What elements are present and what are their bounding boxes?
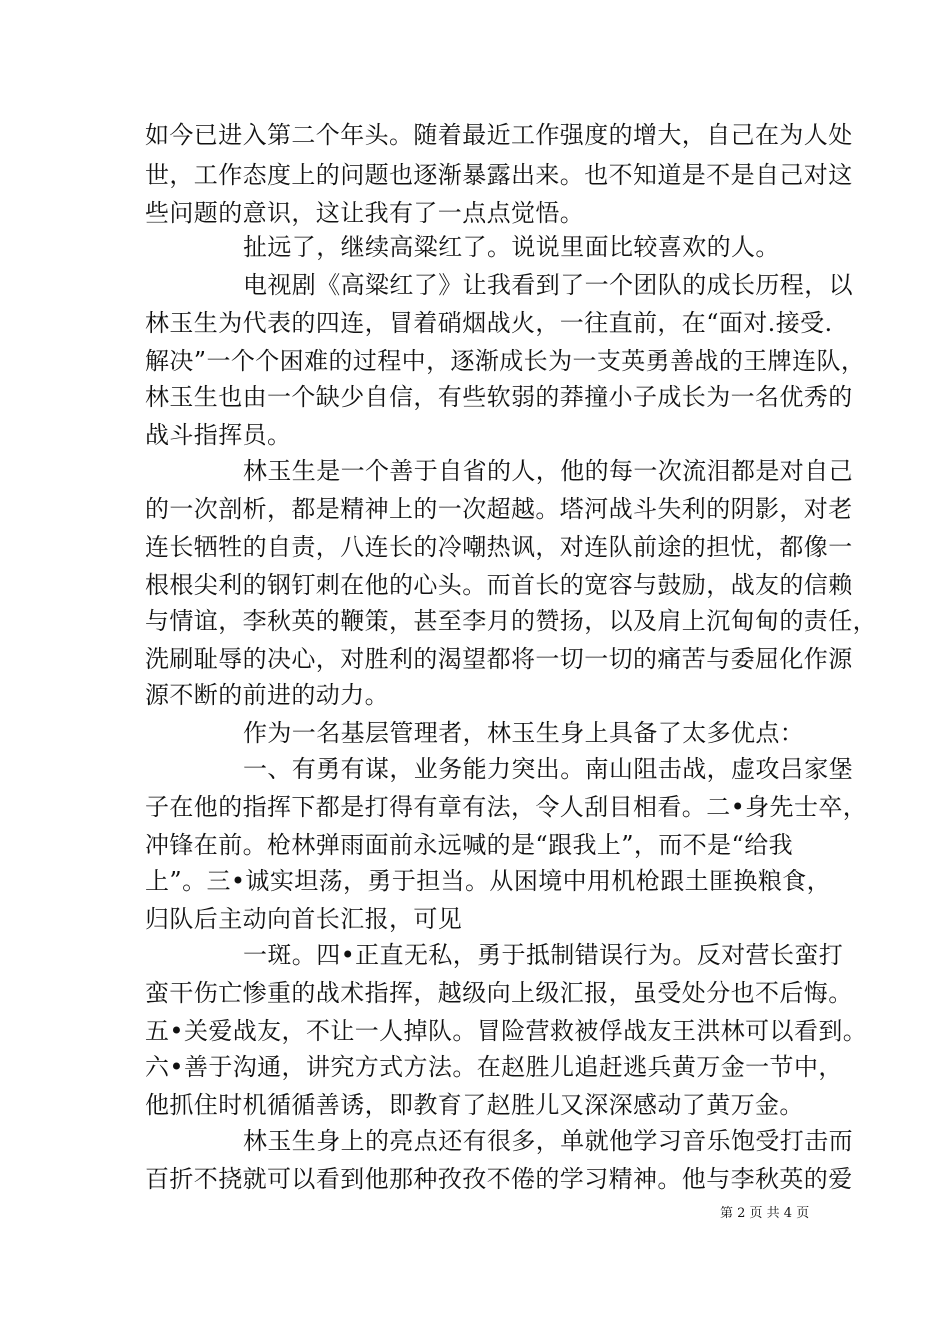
text-line: 林玉生身上的亮点还有很多，单就他学习音乐饱受打击而 — [243, 1127, 853, 1155]
text-line: 百折不挠就可以看到他那种孜孜不倦的学习精神。他与李秋英的爱 — [145, 1165, 853, 1193]
text-line: 世，工作态度上的问题也逐渐暴露出来。也不知道是不是自己对这 — [145, 161, 853, 189]
text-line: 林玉生也由一个缺少自信，有些软弱的莽撞小子成长为一名优秀的 — [145, 383, 853, 411]
text-line: 子在他的指挥下都是打得有章有法，令人刮目相看。二•身先士卒， — [145, 793, 868, 821]
text-line: 根根尖利的钢钉刺在他的心头。而首长的宽容与鼓励，战友的信赖 — [145, 571, 853, 599]
text-line: 一、有勇有谋，业务能力突出。南山阻击战，虚攻吕家堡 — [243, 755, 853, 783]
text-line: 冲锋在前。枪林弹雨面前永远喊的是“跟我上”，而不是“给我 — [145, 831, 794, 859]
text-line: 的一次剖析，都是精神上的一次超越。塔河战斗失利的阴影，对老 — [145, 495, 853, 523]
text-line: 与情谊，李秋英的鞭策，甚至李月的赞扬，以及肩上沉甸甸的责任， — [145, 607, 877, 635]
text-line: 如今已进入第二个年头。随着最近工作强度的增大，自己在为人处 — [145, 121, 853, 149]
text-line: 上”。三•诚实坦荡，勇于担当。从困境中用机枪跟土匪换粮食， — [145, 867, 832, 895]
text-line: 他抓住时机循循善诱，即教育了赵胜儿又深深感动了黄万金。 — [145, 1091, 804, 1119]
text-line: 五•关爱战友，不让一人掉队。冒险营救被俘战友王洪林可以看到。 — [145, 1017, 868, 1045]
text-line: 电视剧《高粱红了》让我看到了一个团队的成长历程，以 — [243, 271, 853, 299]
text-line: 连长牺牲的自责，八连长的冷嘲热讽，对连队前途的担忧，都像一 — [145, 533, 853, 561]
text-line: 解决”一个个困难的过程中，逐渐成长为一支英勇善战的王牌连队， — [145, 347, 866, 375]
text-line: 归队后主动向首长汇报，可见 — [145, 905, 463, 933]
text-line: 六•善于沟通，讲究方式方法。在赵胜儿追赶逃兵黄万金一节中， — [145, 1053, 843, 1081]
text-line: 洗刷耻辱的决心，对胜利的渴望都将一切一切的痛苦与委屈化作源 — [145, 645, 853, 673]
text-line: 一斑。四•正直无私，勇于抵制错误行为。反对营长蛮打 — [243, 941, 844, 969]
text-line: 蛮干伤亡惨重的战术指挥，越级向上级汇报，虽受处分也不后悔。 — [145, 979, 853, 1007]
text-line: 些问题的意识，这让我有了一点点觉悟。 — [145, 199, 585, 227]
text-line: 林玉生是一个善于自省的人，他的每一次流泪都是对自己 — [243, 457, 853, 485]
text-line: 战斗指挥员。 — [145, 421, 292, 449]
text-line: 扯远了，继续高粱红了。说说里面比较喜欢的人。 — [243, 233, 780, 261]
text-line: 作为一名基层管理者，林玉生身上具备了太多优点： — [243, 719, 805, 747]
text-line: 林玉生为代表的四连，冒着硝烟战火，一往直前，在“面对.接受. — [145, 309, 833, 337]
page-number-footer: 第 2 页 共 4 页 — [720, 1206, 810, 1221]
text-line: 源不断的前进的动力。 — [145, 681, 389, 709]
